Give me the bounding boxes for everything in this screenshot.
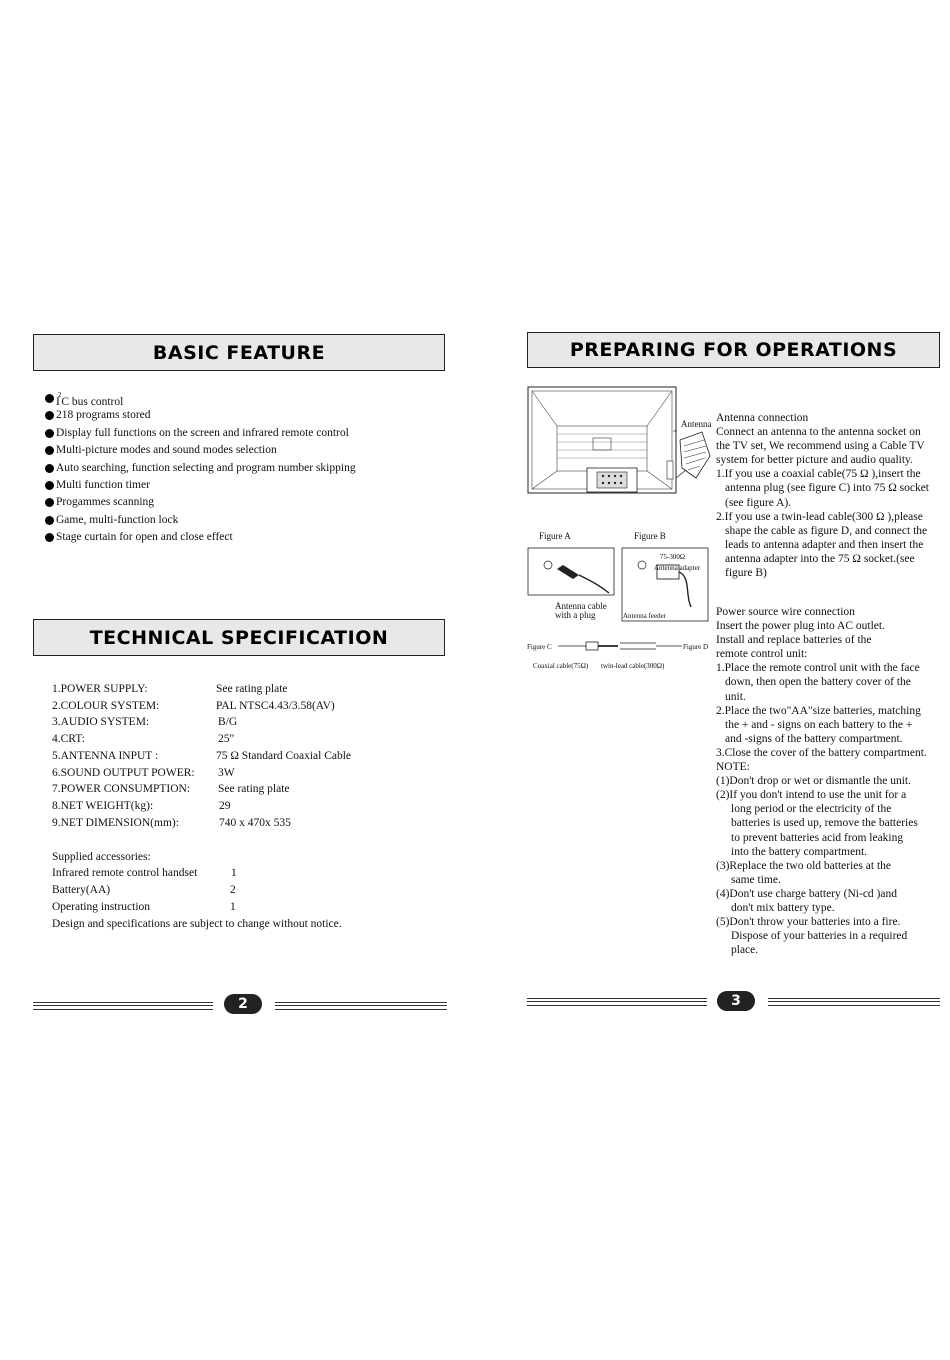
footer-rule-left-b	[275, 1002, 447, 1010]
spec-label: 3.AUDIO SYSTEM:	[52, 716, 150, 728]
ohm-range-label: 75-300Ω	[660, 553, 686, 561]
text-line: remote control unit:	[716, 648, 808, 661]
text-line: unit.	[725, 690, 746, 703]
text-line: (3)Replace the two old batteries at the	[716, 859, 891, 872]
spec-label: 9.NET DIMENSION(mm):	[52, 817, 179, 829]
antenna-label: Antenna	[681, 419, 712, 429]
text-line: Insert the power plug into AC outlet.	[716, 620, 885, 633]
text-line: Dispose of your batteries in a required	[731, 930, 908, 943]
accessory-qty: 1	[230, 901, 236, 913]
antenna-cable-label-1: Antenna cable	[555, 601, 607, 611]
spec-label: 7.POWER CONSUMPTION:	[52, 783, 191, 795]
feature-item: Auto searching, function selecting and program number skipping	[45, 460, 356, 477]
text-line: same time.	[731, 873, 781, 886]
tech-spec-title: TECHNICAL SPECIFICATION	[89, 626, 389, 649]
feature-item: Display full functions on the screen and infrared remote control	[45, 425, 356, 442]
spec-value: See rating plate	[218, 783, 290, 795]
antenna-connection-heading: Antenna connection	[716, 412, 809, 424]
text-line: to prevent batteries acid from leaking	[731, 831, 904, 844]
text-line: (1)Don't drop or wet or dismantle the unit.	[716, 775, 911, 788]
accessory-name: Battery(AA)	[52, 884, 111, 896]
text-line: Connect an antenna to the antenna socket on	[716, 426, 921, 439]
twin-lead-cable-label: twin-lead cable(300Ω)	[601, 662, 665, 670]
page-number-2: 2	[224, 994, 262, 1014]
footer-rule-right-a	[527, 998, 707, 1006]
spec-value: 3W	[218, 767, 235, 779]
accessories-heading: Supplied accessories:	[52, 851, 151, 863]
text-line: 2.Place the two"AA"size batteries, matching	[716, 704, 921, 717]
text-line: the + and - signs on each battery to the +	[725, 718, 913, 731]
figure-cd-illustration	[558, 636, 684, 656]
power-heading: Power source wire connection	[716, 606, 855, 618]
spec-value: 29	[219, 800, 231, 812]
figure-d-label: Figure D	[683, 643, 709, 651]
antenna-feeder-label: Antenna feeder	[623, 612, 666, 620]
antenna-illustration	[672, 428, 714, 484]
text-line: don't mix battery type.	[731, 901, 835, 914]
tech-spec-header	[33, 619, 445, 656]
accessory-name: Infrared remote control handset	[52, 867, 198, 879]
spec-notice: Design and specifications are subject to change without notice.	[52, 918, 342, 930]
accessory-qty: 2	[230, 884, 236, 896]
spec-value: 25"	[218, 733, 235, 745]
text-line: batteries is used up, remove the batteries	[731, 817, 918, 830]
text-line: Install and replace batteries of the	[716, 634, 872, 647]
text-line: 2.If you use a twin-lead cable(300 Ω ),please	[716, 510, 923, 523]
spec-value: See rating plate	[216, 683, 288, 695]
text-line: 1.If you use a coaxial cable(75 Ω ),insert the	[716, 468, 921, 481]
spec-value: PAL NTSC4.43/3.58(AV)	[216, 700, 335, 712]
feature-prefix: I	[56, 395, 60, 408]
feature-item: Multi function timer	[45, 477, 356, 494]
feature-item: Progammes scanning	[45, 494, 356, 511]
antenna-adapter-label: Antenna adapter	[654, 564, 701, 572]
feature-item: 218 programs stored	[45, 407, 356, 424]
feature-item: Stage curtain for open and close effect	[45, 529, 356, 546]
antenna-cable-label-2: with a plug	[555, 610, 596, 620]
text-line: NOTE:	[716, 761, 750, 774]
text-line: long period or the electricity of the	[731, 803, 892, 816]
spec-label: 4.CRT:	[52, 733, 85, 745]
spec-value: 75 Ω Standard Coaxial Cable	[216, 750, 352, 762]
feature-item	[45, 390, 356, 407]
text-line: system for better picture and audio quality.	[716, 454, 913, 467]
text-line: (5)Don't throw your batteries into a fire.	[716, 916, 901, 929]
accessory-qty: 1	[231, 867, 237, 879]
accessory-name: Operating instruction	[52, 901, 151, 913]
spec-label: 5.ANTENNA INPUT :	[52, 750, 159, 762]
footer-rule-left-a	[33, 1002, 213, 1010]
spec-label: 6.SOUND OUTPUT POWER:	[52, 767, 195, 779]
text-line: antenna plug (see figure C) into 75 Ω socket	[725, 482, 929, 495]
text-line: down, then open the battery cover of the	[725, 676, 911, 689]
text-line: leads to antenna adapter and then insert the	[725, 538, 924, 551]
text-line: (2)If you don't intend to use the unit for a	[716, 789, 907, 802]
text-line: shape the cable as figure D, and connect the	[725, 524, 928, 537]
basic-feature-title: BASIC FEATURE	[152, 341, 326, 364]
text-line: 3.Close the cover of the battery compartment.	[716, 746, 927, 759]
spec-label: 1.POWER SUPPLY:	[52, 683, 148, 695]
figure-c-label: Figure C	[527, 643, 552, 651]
page-number-3: 3	[717, 991, 755, 1011]
text-line: (4)Don't use charge battery (Ni-cd )and	[716, 887, 897, 900]
text-line: into the battery compartment.	[731, 845, 868, 858]
figure-b-label: Figure B	[634, 531, 666, 541]
spec-value: 740 x 470x 535	[219, 817, 291, 829]
feature-sup: 2	[57, 391, 62, 399]
figure-a-illustration	[527, 547, 617, 597]
text-line: antenna adapter into the 75 Ω socket.(see	[725, 552, 915, 565]
preparing-header	[527, 332, 940, 368]
feature-list	[45, 390, 356, 547]
feature-item: Multi-picture modes and sound modes selection	[45, 442, 356, 459]
text-line: (see figure A).	[725, 496, 792, 509]
text-line: the TV set, We recommend using a Cable TV	[716, 440, 925, 453]
spec-label: 8.NET WEIGHT(kg):	[52, 800, 154, 812]
spec-value: B/G	[218, 716, 238, 728]
text-line: 1.Place the remote control unit with the face	[716, 662, 920, 675]
coaxial-cable-label: Coaxial cable(75Ω)	[533, 662, 589, 670]
text-line: figure B)	[725, 567, 767, 580]
footer-rule-right-b	[768, 998, 940, 1006]
tv-rear-illustration	[527, 386, 677, 496]
feature-item: Game, multi-function lock	[45, 512, 356, 529]
basic-feature-header	[33, 334, 445, 371]
spec-label: 2.COLOUR SYSTEM:	[52, 700, 160, 712]
text-line: and -signs of the battery compartment.	[725, 732, 903, 745]
power-section	[716, 605, 927, 957]
antenna-connection-section	[716, 411, 929, 580]
feature-text: C bus control	[61, 395, 124, 408]
figure-a-label: Figure A	[539, 531, 571, 541]
preparing-title: PREPARING FOR OPERATIONS	[569, 339, 898, 361]
text-line: place.	[731, 944, 759, 957]
